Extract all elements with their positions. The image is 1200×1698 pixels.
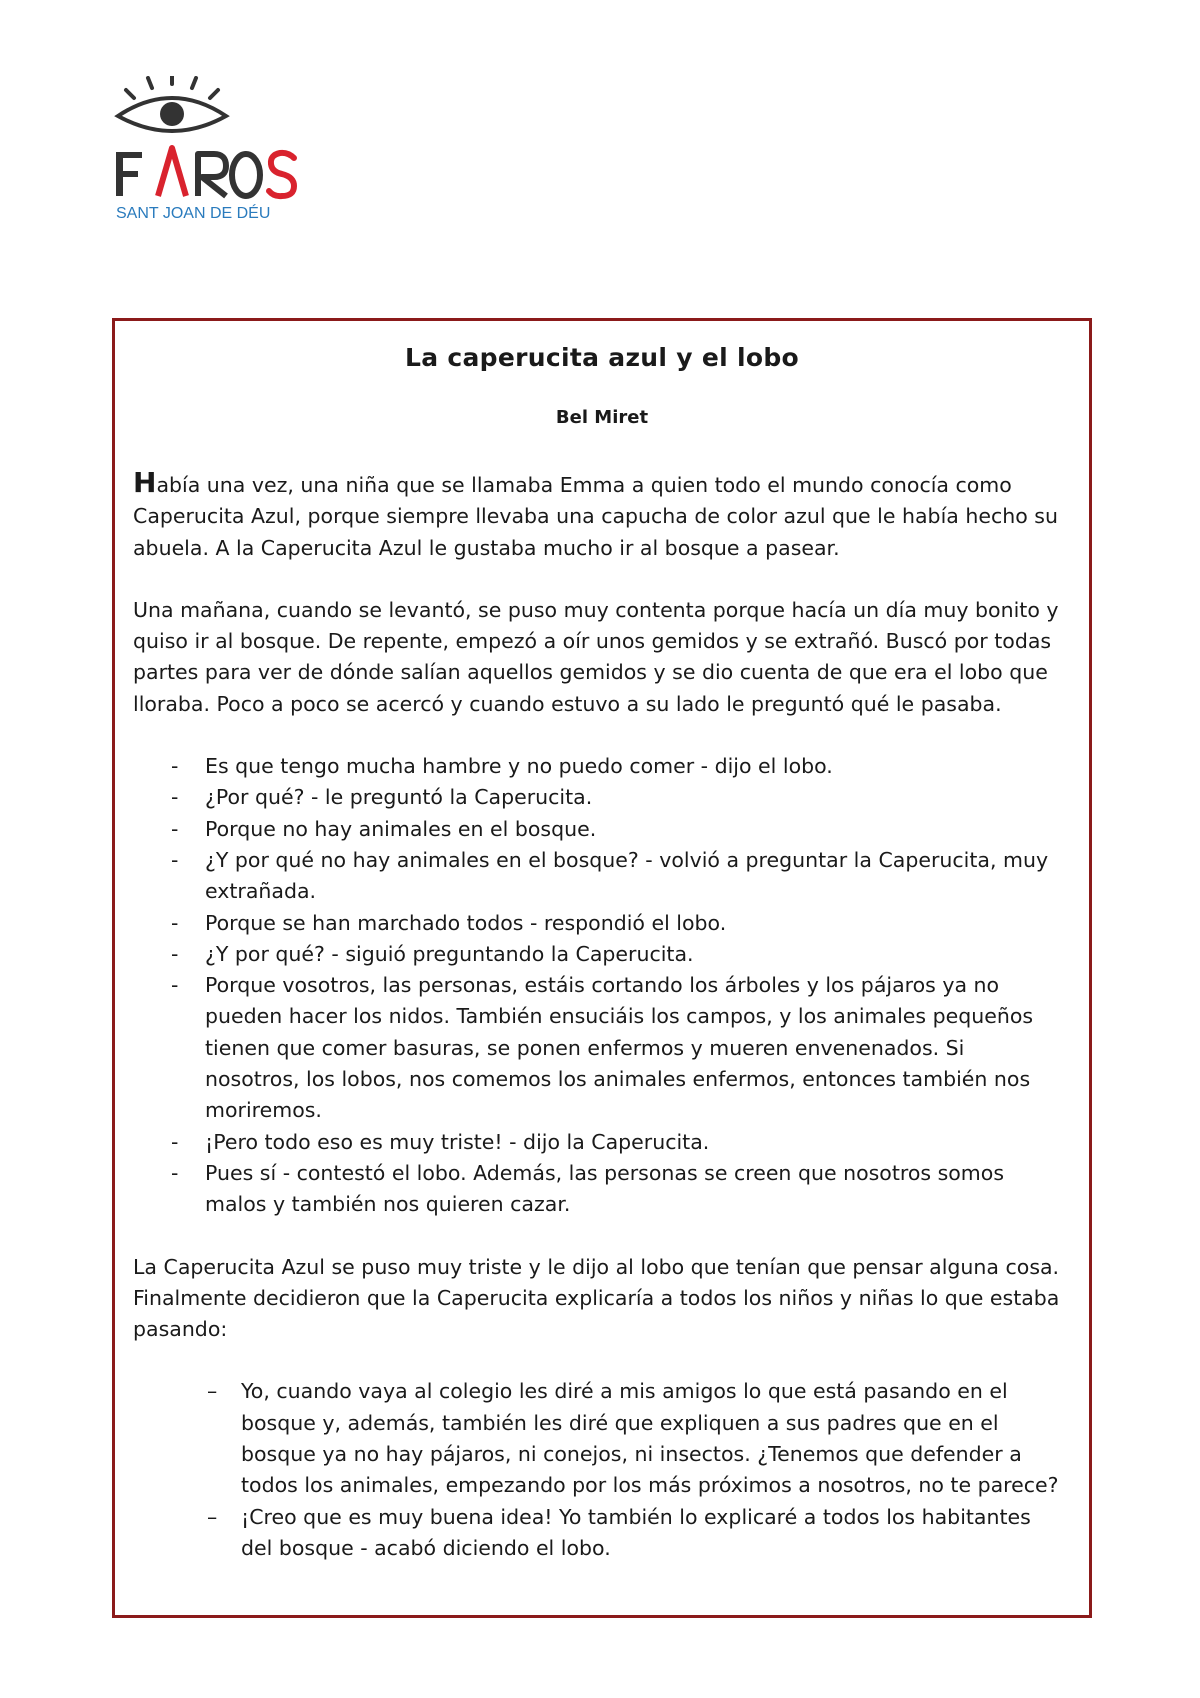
list-item: - Pues sí - contestó el lobo. Además, las personas se creen que nosotros somos malos y también nos quieren cazar. <box>171 1160 1004 1217</box>
list-item: – ¡Creo que es muy buena idea! Yo también lo explicaré a todos los habitantes del bosque - acabó diciendo el lobo. <box>207 1504 1031 1560</box>
paragraph-3: La Caperucita Azul se puso muy triste y le dijo al lobo que tenían que pensar alguna cosa. Finalmente decidieron que la Caperucita explicaría a todos los niños y niñas lo que estaba pasando: <box>133 1254 1060 1342</box>
page-title: La caperucita azul y el lobo <box>404 343 800 372</box>
list-item: - ¿Y por qué? - siguió preguntando la Caperucita. <box>171 941 694 966</box>
faros-logo <box>114 76 300 224</box>
author-name: Bel Miret <box>555 407 649 428</box>
story-frame <box>112 318 1092 1618</box>
list-item: - Porque se han marchado todos - respondió el lobo. <box>171 910 727 935</box>
intro-text: abía una vez, una niña que se llamaba Emma a quien todo el mundo conocía como Caperucita Azul, porque siempre llevaba una capucha de color azul que le había hecho su abuela. A la Caperucita Azul le gustaba mucho ir al bosque a pasear. <box>133 473 1058 560</box>
list-item: - Es que tengo mucha hambre y no puedo comer - dijo el lobo. <box>171 754 833 779</box>
svg-text:SANT JOAN DE DÉU: SANT JOAN DE DÉU <box>116 205 271 222</box>
list-item: – Yo, cuando vaya al colegio les diré a mis amigos lo que está pasando en el bosque y, además, también les diré que expliquen a sus padres que en el bosque ya no hay pájaros, ni conejos, ni insectos. ¿Tenemos que defender a todos los animales, empezando por los más próximos a nosotros, no te parece? <box>207 1379 1059 1498</box>
paragraph-2: Una mañana, cuando se levantó, se puso muy contenta porque hacía un día muy bonito y quiso ir al bosque. De repente, empezó a oír unos gemidos y se extrañó. Buscó por todas partes para ver de dónde salían aquellos gemidos y se dio cuenta de que era el lobo que lloraba. Poco a poco se acercó y cuando estuvo a su lado le preguntó qué le pasaba. <box>133 597 1059 716</box>
dialog-list-2 <box>133 1376 1063 1564</box>
story-body <box>133 466 1063 1564</box>
list-item: - ¿Y por qué no hay animales en el bosque? - volvió a preguntar la Caperucita, muy extrañada. <box>171 847 1049 904</box>
eye-icon <box>114 76 300 224</box>
list-item: - Porque no hay animales en el bosque. <box>171 816 597 841</box>
list-item: - ¡Pero todo eso es muy triste! - dijo la Caperucita. <box>171 1129 710 1154</box>
list-item: - Porque vosotros, las personas, estáis cortando los árboles y los pájaros ya no pueden hacer los nidos. También ensuciáis los campos, y los animales pequeños tienen que comer basuras, se ponen enfermos y mueren envenenados. Si nosotros, los lobos, nos comemos los animales enfermos, entonces también nos moriremos. <box>171 973 1034 1123</box>
drop-cap: H <box>133 466 157 499</box>
dialog-list-1 <box>133 751 1063 1220</box>
list-item: - ¿Por qué? - le preguntó la Caperucita. <box>171 785 593 810</box>
intro-paragraph <box>133 466 1063 564</box>
